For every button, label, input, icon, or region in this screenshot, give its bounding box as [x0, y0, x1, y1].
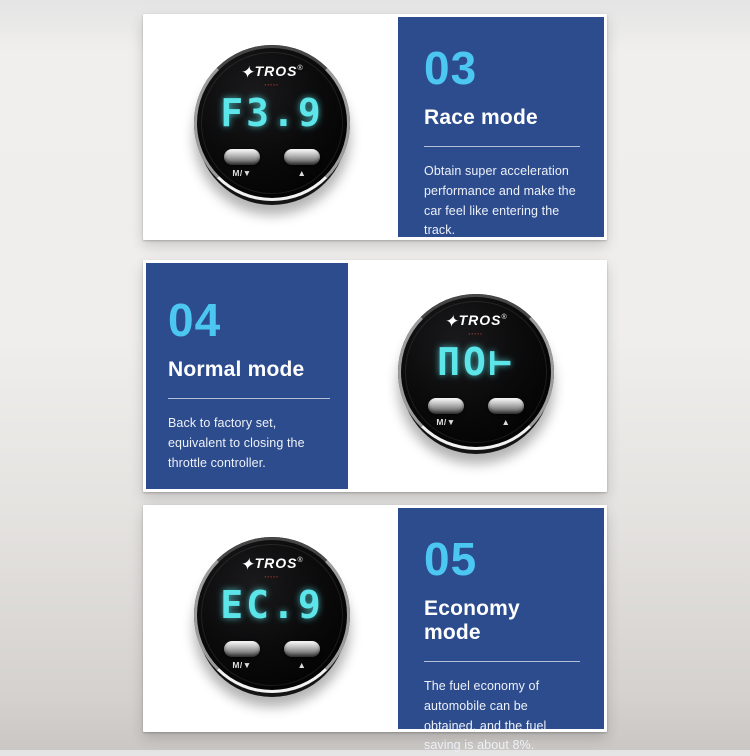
throttle-controller-device	[194, 537, 350, 693]
mode-description: Obtain super acceleration performance and make the car feel like entering the track.	[424, 164, 576, 238]
registered-mark: ®	[297, 65, 303, 72]
brand-logo	[194, 64, 350, 87]
brand-subtext: ▪▪▪▪▪	[264, 573, 280, 579]
mode-down-button-label: M/▼	[436, 417, 456, 427]
mode-number: 04	[168, 294, 222, 346]
x-star-icon: ✦	[239, 63, 258, 82]
throttle-controller-device	[194, 45, 350, 201]
brand-text: TROS	[254, 554, 298, 571]
mode-down-button	[224, 641, 260, 657]
mode-description: Back to factory set, equivalent to closing the throttle controller.	[168, 416, 305, 470]
up-button-label: ▲	[297, 659, 307, 670]
lcd-display: EC.9	[220, 582, 324, 627]
x-star-icon: ✦	[239, 554, 258, 574]
race-mode-info-panel	[398, 17, 604, 237]
brand-subtext: ▪▪▪▪▪	[264, 82, 280, 87]
brand-text: TROS	[254, 63, 298, 79]
normal-mode-info-panel	[146, 263, 348, 489]
mode-title: Economy mode	[424, 597, 520, 644]
throttle-controller-device	[398, 294, 554, 450]
mode-down-button	[224, 149, 260, 165]
device-photo-normal	[348, 263, 604, 489]
mode-title: Normal mode	[168, 358, 305, 381]
device-photo-economy	[146, 508, 398, 729]
up-button-label: ▲	[297, 168, 307, 178]
mode-down-button	[428, 398, 464, 414]
economy-mode-info-panel	[398, 508, 604, 753]
divider-line	[424, 661, 580, 662]
mode-description: The fuel economy of automobile can be obtained, and the fuel saving is about 8%.	[424, 679, 547, 753]
brand-logo	[194, 556, 350, 579]
device-buttons	[194, 149, 350, 178]
brand-text: TROS	[458, 312, 502, 328]
registered-mark: ®	[297, 556, 303, 564]
brand-logo	[398, 313, 554, 336]
mode-number: 05	[424, 533, 478, 585]
mode-title: Race mode	[424, 106, 538, 129]
lcd-display: ΠO⊢	[437, 340, 515, 384]
device-buttons	[398, 398, 554, 427]
x-star-icon: ✦	[443, 312, 462, 331]
lcd-display: F3.9	[220, 91, 324, 135]
mode-card-race	[143, 14, 607, 240]
up-button	[284, 149, 320, 165]
divider-line	[168, 398, 330, 399]
device-photo-race	[146, 17, 398, 237]
up-button	[284, 641, 320, 657]
mode-number: 03	[424, 42, 478, 94]
mode-down-button-label: M/▼	[232, 659, 252, 670]
registered-mark: ®	[501, 314, 507, 321]
up-button-label: ▲	[501, 417, 511, 427]
device-buttons	[194, 641, 350, 670]
mode-down-button-label: M/▼	[232, 168, 252, 178]
divider-line	[424, 146, 580, 147]
up-button	[488, 398, 524, 414]
mode-card-economy	[143, 505, 607, 753]
mode-card-normal	[143, 260, 607, 492]
brand-subtext: ▪▪▪▪▪	[468, 331, 484, 336]
